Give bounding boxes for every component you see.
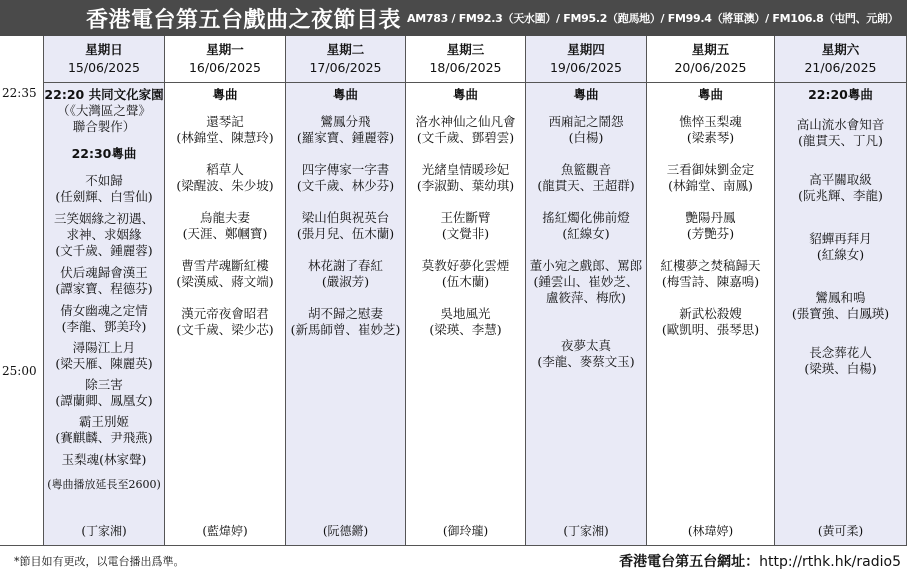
programme-line: 莫教好夢化雲煙	[421, 258, 510, 273]
programme-line: 烏龍夫妻	[199, 210, 250, 225]
day-header	[647, 36, 774, 83]
programme-line: (李龍、麥蔡文玉)	[537, 354, 635, 369]
programme-line: (梁瑛、白楊)	[804, 361, 877, 376]
programme-list	[775, 83, 906, 545]
programme-line: 粵曲	[697, 87, 723, 102]
programme-line: (嚴淑芳)	[321, 274, 370, 289]
website-link[interactable]: http://rthk.hk/radio5	[759, 554, 901, 570]
programme-line: 鸞鳳分飛	[320, 114, 371, 129]
programme-line: (林錦堂、南鳳)	[668, 178, 753, 193]
programme-line: 霸王別姬	[78, 414, 129, 429]
programme-line: 夜夢太真	[560, 338, 611, 353]
programme-line: 西廂記之鬧怨	[548, 114, 624, 129]
day-column	[406, 36, 526, 545]
programme-line: 漢元帝夜會昭君	[181, 306, 269, 321]
day-column	[526, 36, 647, 545]
programme-line: (李龍、鄧美玲)	[61, 319, 147, 334]
programme-line: (新馬師曾、崔妙芝)	[290, 322, 401, 337]
programme-line: (梁天雁、陳麗英)	[55, 356, 153, 371]
programme-line: 四字傳家一字書	[301, 162, 390, 177]
programme-line: 洛水神仙之仙凡會	[415, 114, 516, 129]
day-header	[44, 36, 164, 83]
programme-line: 除三害	[85, 377, 123, 392]
programme-list	[286, 83, 405, 545]
host-name: (丁家湘)	[81, 524, 127, 538]
programme-line: 三笑姻緣之初遇、	[53, 211, 154, 226]
programme-line: 光緒皇情暖珍妃	[421, 162, 510, 177]
programme-list	[647, 83, 774, 545]
programme-line: 聯合製作）	[72, 119, 136, 134]
programme-line: (張寶強、白鳳瑛)	[791, 306, 890, 321]
programme-line: (芳艷芬)	[686, 226, 735, 241]
time-label: 22:35	[2, 86, 37, 100]
programme-list	[44, 83, 164, 545]
day-name: 星期四	[567, 42, 605, 57]
programme-line: (梁素琴)	[686, 130, 735, 145]
programme-line: 新武松殺嫂	[679, 306, 742, 321]
programme-line: (伍木蘭)	[441, 274, 490, 289]
programme-line: (阮兆輝、李龍)	[798, 188, 883, 203]
programme-list	[165, 83, 285, 545]
programme-line: (梁醒波、朱少坡)	[176, 178, 274, 193]
programme-line: (賽麒麟、尹飛燕)	[55, 430, 153, 445]
programme-line: (文千歲、林少芬)	[296, 178, 395, 193]
day-name: 星期一	[206, 42, 244, 57]
programme-line: (紅線女)	[816, 247, 865, 262]
page-title: 香港電台第五台戲曲之夜節目表	[86, 7, 402, 33]
programme-line: 玉梨魂(林家聲)	[61, 452, 147, 467]
programme-line: (梁漢威、蔣文端)	[176, 274, 274, 289]
day-name: 星期二	[326, 42, 365, 57]
host-name: (藍煒婷)	[202, 524, 248, 538]
programme-line: (白楊)	[568, 130, 604, 145]
programme-list	[526, 83, 646, 545]
day-name: 星期三	[446, 42, 485, 57]
programme-line: 22:20粵曲	[808, 87, 873, 102]
programme-line: (文覺非)	[441, 226, 490, 241]
programme-line: 吳地風光	[440, 306, 491, 321]
programme-line: (張月兒、伍木蘭)	[296, 226, 395, 241]
frequency-list: AM783 / FM92.3（天水圍）/ FM95.2（跑馬地）/ FM99.4（將軍澳）/ FM106.8（屯門、元朗）	[407, 12, 899, 25]
day-header	[165, 36, 285, 83]
programme-line: 求神、求姻緣	[66, 227, 142, 242]
host-name: (丁家湘)	[563, 524, 609, 538]
day-header	[526, 36, 646, 83]
programme-list	[406, 83, 525, 545]
programme-line: 高山流水會知音	[796, 117, 885, 132]
day-date: 21/06/2025	[804, 60, 877, 75]
programme-line: 長念葬花人	[809, 345, 872, 360]
programme-line: 林花謝了春紅	[307, 258, 383, 273]
day-date: 19/06/2025	[549, 60, 623, 75]
day-header	[286, 36, 405, 83]
programme-line: 鸞鳳和鳴	[815, 290, 866, 305]
website-label: 香港電台第五台網址：	[619, 554, 760, 570]
day-date: 16/06/2025	[188, 60, 262, 75]
programme-line: (梅雪詩、陳嘉鳴)	[661, 274, 760, 289]
day-column	[775, 36, 907, 545]
programme-line: 22:20 共同文化家園	[44, 87, 164, 102]
day-name: 星期日	[85, 42, 123, 57]
programme-line: 胡不歸之慰妻	[307, 306, 383, 321]
programme-line: 王佐斷臂	[440, 210, 491, 225]
programme-line: (譚蘭卿、鳳凰女)	[55, 393, 153, 408]
footer-note: *節目如有更改，以電台播出爲準。	[14, 555, 185, 568]
programme-line: (天涯、鄭幗寶)	[182, 226, 268, 241]
programme-line: 貂蟬再拜月	[809, 231, 872, 246]
programme-line: 魚籃觀音	[560, 162, 611, 177]
programme-line: (紅線女)	[562, 226, 610, 241]
host-name: (御玲瓏)	[442, 524, 489, 538]
schedule-grid	[0, 36, 907, 545]
day-header	[406, 36, 525, 83]
programme-line: (文千歲、鍾麗蓉)	[55, 243, 153, 258]
day-date: 20/06/2025	[674, 60, 747, 75]
programme-line: 粵曲	[573, 87, 599, 102]
programme-line: 粵曲	[332, 87, 358, 102]
website-info	[619, 551, 901, 571]
day-column	[165, 36, 286, 545]
programme-line: 倩女幽魂之定情	[60, 303, 148, 318]
programme-line: (文千歲、梁少芯)	[176, 322, 274, 337]
programme-line: 紅樓夢之焚稿歸天	[660, 258, 761, 273]
programme-line: （《大灣區之聲》	[57, 103, 151, 118]
programme-line: (粵曲播放延長至2600)	[47, 478, 161, 491]
programme-line: (林錦堂、陳慧玲)	[176, 130, 274, 145]
host-name: (林瑋婷)	[687, 524, 734, 538]
time-column	[0, 36, 44, 545]
programme-line: 粵曲	[452, 87, 478, 102]
programme-line: 艷陽丹鳳	[685, 210, 736, 225]
programme-line: (龍貫天、丁凡)	[798, 133, 883, 148]
day-column	[286, 36, 406, 545]
programme-line: 憔悴玉梨魂	[679, 114, 742, 129]
programme-line: 粵曲	[212, 87, 238, 102]
programme-line: 三看御妹劉金定	[666, 162, 755, 177]
programme-line: 盧筱萍、梅欣)	[546, 290, 626, 305]
programme-line: (文千歲、鄧碧雲)	[416, 130, 515, 145]
day-column	[647, 36, 775, 545]
programme-line: (梁瑛、李慧)	[429, 322, 502, 337]
programme-line: 22:30粵曲	[71, 146, 137, 161]
page-footer	[0, 545, 907, 576]
programme-line: 稻草人	[206, 162, 244, 177]
programme-line: (任劍輝、白雪仙)	[55, 189, 153, 204]
programme-line: 董小宛之戲郎、罵郎	[529, 258, 643, 273]
programme-line: (歐凱明、張琴思)	[661, 322, 760, 337]
programme-line: (鍾雲山、崔妙芝、	[533, 274, 639, 289]
host-name: (黃可柔)	[817, 524, 864, 538]
day-name: 星期六	[821, 42, 860, 57]
day-date: 18/06/2025	[429, 60, 502, 75]
day-header	[775, 36, 906, 83]
day-column	[44, 36, 165, 545]
programme-line: 潯陽江上月	[72, 340, 136, 355]
programme-line: 搖紅燭化佛前燈	[542, 210, 630, 225]
programme-line: 梁山伯與祝英台	[301, 210, 390, 225]
programme-line: 曹雪芹魂斷紅樓	[181, 258, 269, 273]
day-name: 星期五	[691, 42, 730, 57]
programme-line: (羅家寶、鍾麗蓉)	[296, 130, 395, 145]
programme-line: (譚家寶、程德芬)	[55, 281, 153, 296]
page-header	[0, 0, 907, 36]
time-label: 25:00	[2, 364, 37, 378]
programme-line: 不如歸	[85, 173, 123, 188]
programme-line: 高平關取級	[809, 172, 872, 187]
programme-line: 還琴記	[206, 114, 244, 129]
day-date: 15/06/2025	[67, 60, 141, 75]
host-name: (阮德鏘)	[322, 524, 369, 538]
programme-line: (龍貫天、王超群)	[537, 178, 635, 193]
day-date: 17/06/2025	[309, 60, 382, 75]
programme-line: 伏后魂歸會漢王	[60, 265, 148, 280]
programme-line: (李淑勤、葉幼琪)	[416, 178, 515, 193]
